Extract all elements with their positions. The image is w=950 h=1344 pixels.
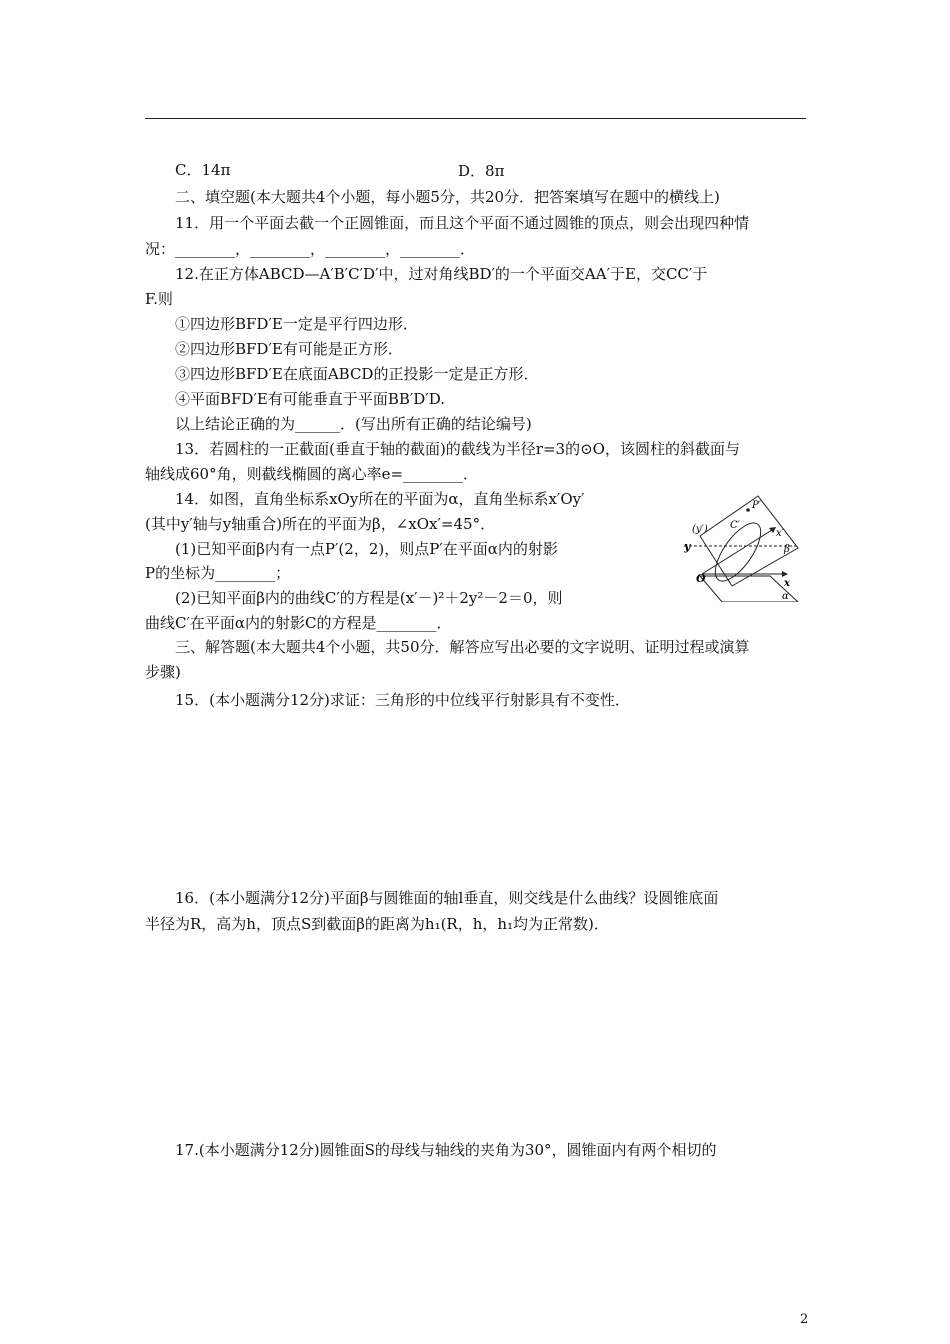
choice-d: D．8π bbox=[458, 162, 505, 180]
q14-line4: P的坐标为________； bbox=[145, 564, 291, 582]
q12-item3: ③四边形BFD′E在底面ABCD的正投影一定是正方形． bbox=[175, 365, 539, 383]
q15-line1: 15．(本小题满分12分)求证：三角形的中位线平行射影具有不变性． bbox=[175, 691, 630, 709]
section-3-line1: 三、解答题(本大题共4个小题，共50分．解答应写出必要的文字说明、证明过程或演算 bbox=[175, 638, 750, 656]
q13-line2: 轴线成60°角，则截线椭圆的离心率e=________． bbox=[145, 465, 479, 483]
x-axis-arrow bbox=[782, 571, 788, 577]
q11-line1: 11．用一个平面去截一个正圆锥面，而且这个平面不通过圆锥的顶点，则会出现四种情 bbox=[175, 214, 750, 232]
label-x: x bbox=[784, 578, 790, 589]
page-number: 2 bbox=[800, 1312, 809, 1327]
label-x-prime: x′ bbox=[776, 528, 784, 539]
choice-c: C．14π bbox=[175, 161, 231, 179]
label-c-prime: C′ bbox=[730, 520, 740, 531]
section-2-heading: 二、填空题(本大题共4个小题，每小题5分，共20分．把答案填写在题中的横线上) bbox=[175, 188, 720, 206]
x-prime-axis bbox=[702, 530, 772, 574]
q12-line2: F.则 bbox=[145, 290, 173, 308]
q12-item2: ②四边形BFD′E有可能是正方形． bbox=[175, 340, 403, 358]
q17-line1: 17.(本小题满分12分)圆锥面S的母线与轴线的夹角为30°，圆锥面内有两个相切的 bbox=[175, 1141, 717, 1159]
q12-conclusion: 以上结论正确的为______．(写出所有正确的结论编号) bbox=[175, 415, 532, 433]
q12-line1: 12.在正方体ABCD—A′B′C′D′中，过对角线BD′的一个平面交AA′于E，交CC′于 bbox=[175, 265, 708, 283]
q13-line1: 13．若圆柱的一正截面(垂直于轴的截面)的截线为半径r=3的⊙O，该圆柱的斜截面与 bbox=[175, 440, 740, 458]
q14-line5: (2)已知平面β内的曲线C′的方程是(x′－)²＋2y²－2＝0，则 bbox=[175, 589, 563, 607]
q14-line6: 曲线C′在平面α内的射影C的方程是________． bbox=[145, 614, 452, 632]
q14-line1: 14．如图，直角坐标系xOy所在的平面为α，直角坐标系x′Oy′ bbox=[175, 490, 585, 508]
q12-item4: ④平面BFD′E有可能垂直于平面BB′D′D. bbox=[175, 390, 445, 408]
section-3-line2: 步骤) bbox=[145, 663, 181, 681]
label-y: y bbox=[684, 540, 691, 553]
point-p-prime bbox=[746, 508, 750, 512]
label-beta: β bbox=[784, 544, 790, 555]
label-p-prime: P′ bbox=[752, 500, 761, 511]
q11-line2: 况：________，________，________，________． bbox=[145, 240, 476, 258]
label-y-prime: (y′) bbox=[692, 524, 708, 535]
q14-line2: (其中y′轴与y轴重合)所在的平面为β，∠xOx′=45°． bbox=[145, 515, 496, 533]
label-alpha: α bbox=[782, 591, 789, 602]
x-prime-arrow bbox=[769, 527, 776, 533]
q16-line2: 半径为R，高为h，顶点S到截面β的距离为h₁(R，h，h₁均为正常数)． bbox=[145, 915, 609, 933]
q16-line1: 16．(本小题满分12分)平面β与圆锥面的轴l垂直，则交线是什么曲线？设圆锥底面 bbox=[175, 889, 719, 907]
label-o: O bbox=[696, 572, 706, 585]
q14-line3: (1)已知平面β内有一点P′(2，2)，则点P′在平面α内的射影 bbox=[175, 540, 558, 558]
projection-figure bbox=[672, 492, 810, 602]
q12-item1: ①四边形BFD′E一定是平行四边形． bbox=[175, 315, 418, 333]
header-rule bbox=[145, 118, 806, 119]
